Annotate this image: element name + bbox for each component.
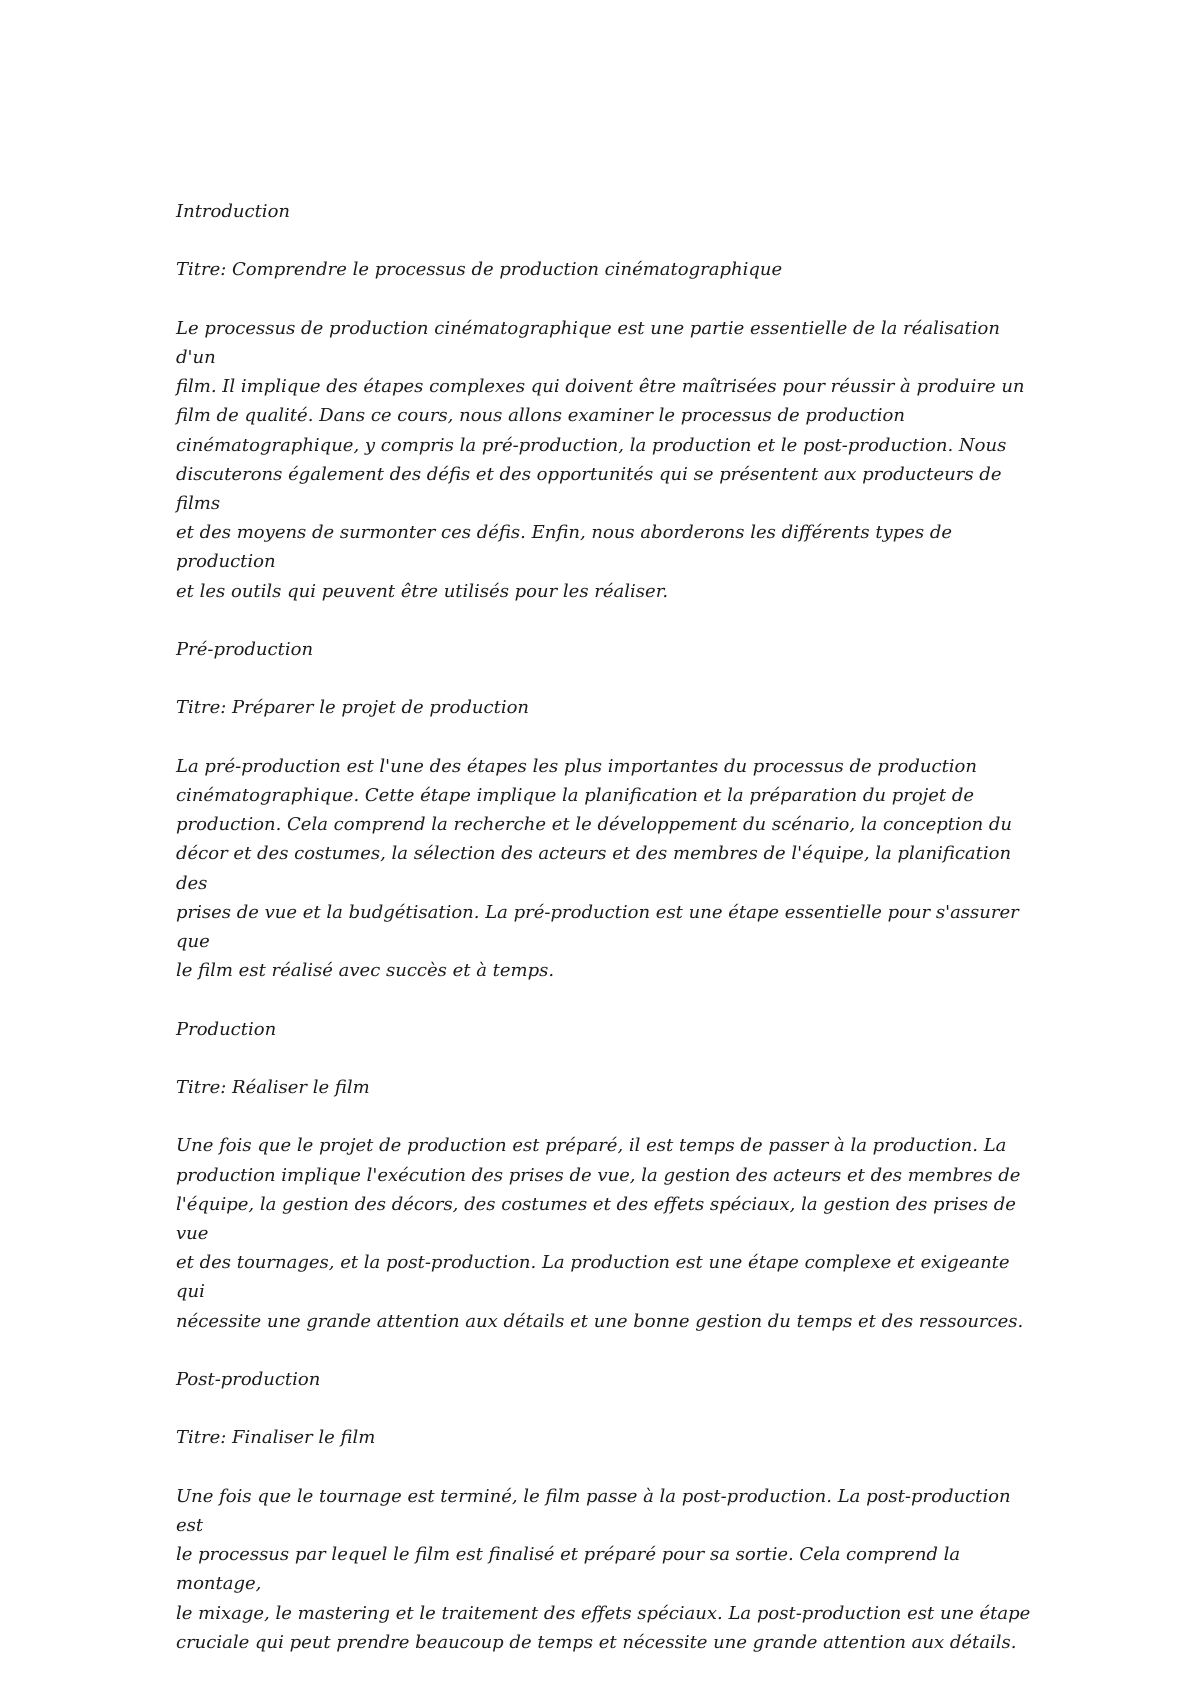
section-title-pre-production: Titre: Préparer le projet de production (176, 697, 530, 719)
paragraph-production: Une fois que le projet de production est préparé, il est temps de passer à la production. La production implique l'exécution des prises de vue, la gestion des acteurs et des membres de l'équipe, la gestion des décors, des costumes et des effets spéciaux, la gestion des prises de vue et des tournages, et la post-production. La production est une étape complexe et exigeante qui nécessite une grande attention aux détails et une bonne gestion du temps et des ressources. (176, 1135, 1024, 1332)
paragraph-post-production: Une fois que le tournage est terminé, le film passe à la post-production. La post-production est le processus par lequel le film est finalisé et préparé pour sa sortie. Cela comprend la montage, le mixage, le mastering et le traitement des effets spéciaux. La post-production est une étape cruciale qui peut prendre beaucoup de temps et nécessite une grande attention aux détails. (176, 1485, 1031, 1653)
section-heading-production: Production (176, 1018, 277, 1040)
paragraph-pre-production: La pré-production est l'une des étapes les plus importantes du processus de production cinématographique. Cette étape implique la planification et la préparation du projet de production. Cela comprend la recherche et le développement du scénario, la conception du décor et des costumes, la sélection des acteurs et des membres de l'équipe, la planification des prises de vue et la budgétisation. La pré-production est une étape essentielle pour s'assurer que le film est réalisé avec succès et à temps. (176, 755, 1019, 982)
paragraph-introduction: Le processus de production cinématographique est une partie essentielle de la réalisation d'un film. Il implique des étapes complexes qui doivent être maîtrisées pour réussir à produire un film de qualité. Dans ce cours, nous allons examiner le processus de production cinématographique, y compris la pré-production, la production et le post-production. Nous discuterons également des défis et des opportunités qui se présentent aux producteurs de films et des moyens de surmonter ces défis. Enfin, nous aborderons les différents types de production et les outils qui peuvent être utilisés pour les réaliser. (176, 317, 1025, 602)
section-title-introduction: Titre: Comprendre le processus de production cinématographique (176, 259, 783, 281)
document-body (176, 197, 1036, 1686)
section-heading-pre-production: Pré-production (176, 639, 314, 660)
section-heading-post-production: Post-production (176, 1368, 321, 1390)
section-title-production: Titre: Réaliser le film (176, 1076, 370, 1098)
section-heading-introduction: Introduction (176, 201, 290, 222)
section-title-post-production: Titre: Finaliser le film (176, 1427, 376, 1449)
